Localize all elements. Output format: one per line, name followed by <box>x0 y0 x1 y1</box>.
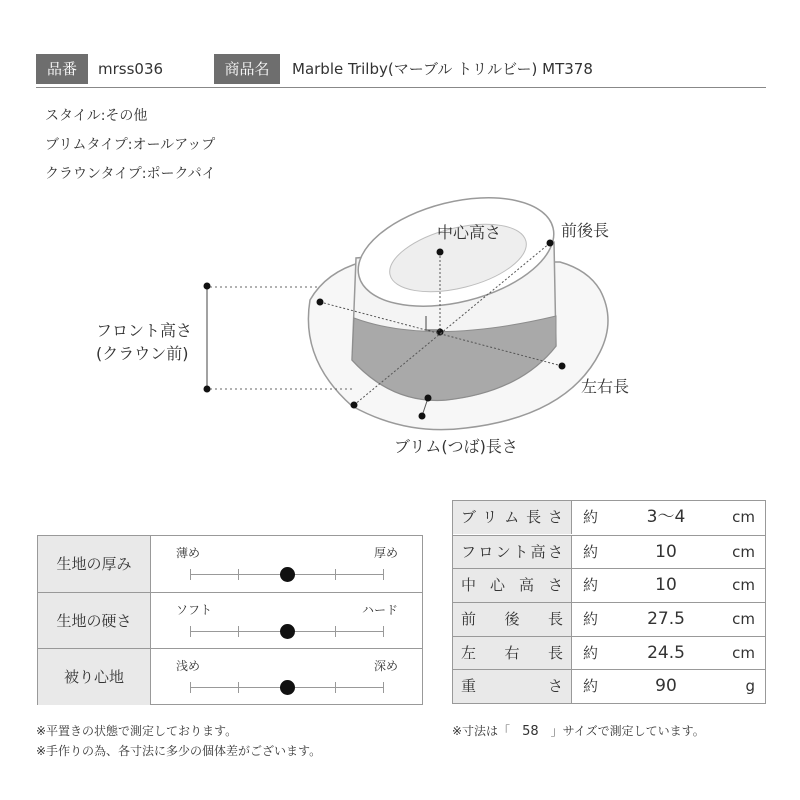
front-height-bottom-dot <box>204 386 211 393</box>
left-right-left-dot <box>351 402 358 409</box>
size-value: 10 <box>655 542 677 562</box>
size-name: ブリム長さ <box>453 501 572 534</box>
size-name: 重さ <box>453 670 572 703</box>
size-value: 10 <box>655 575 677 595</box>
size-row-left-right <box>453 636 765 670</box>
scale-left-label: 浅め <box>176 659 201 673</box>
note-flat-measurement: ※平置きの状態で測定しております。 <box>36 724 238 738</box>
attribute-brim-type: ブリムタイプ:オールアップ <box>45 137 216 153</box>
scale-tick <box>335 626 336 637</box>
scale-left-label: ソフト <box>176 603 213 617</box>
scale-tick <box>383 682 384 693</box>
scale-label: 生地の厚み <box>38 536 151 592</box>
scale-tick <box>190 682 191 693</box>
scale-marker <box>280 567 295 582</box>
size-approx: 約 <box>583 576 599 594</box>
front-height-top-dot <box>204 283 211 290</box>
scale-tick <box>238 626 239 637</box>
size-unit: cm <box>732 644 755 662</box>
size-approx: 約 <box>583 610 599 628</box>
scale-tick <box>190 626 191 637</box>
hinban-label: 品番 <box>36 54 88 84</box>
size-row-front-back <box>453 602 765 636</box>
measured-size-value: 58 <box>522 724 539 739</box>
scale-label: 生地の硬さ <box>38 593 151 649</box>
scale-right-label: 深め <box>373 659 398 673</box>
size-unit: cm <box>732 543 755 561</box>
size-name: フロント高さ <box>453 536 572 569</box>
front-height-sublabel: (クラウン前) <box>96 344 189 363</box>
scale-marker <box>280 680 295 695</box>
size-row-front-height <box>453 535 765 569</box>
scale-tick <box>335 569 336 580</box>
size-name: 中心高さ <box>453 569 572 602</box>
scale-tick <box>383 626 384 637</box>
scale-tick <box>190 569 191 580</box>
note-measured-size: ※寸法は「 58 」サイズで測定しています。 <box>452 724 705 739</box>
scale-row-fit-depth <box>38 648 422 705</box>
size-unit: g <box>745 677 755 695</box>
size-row-brim <box>453 501 765 534</box>
scale-row-thickness <box>38 536 422 592</box>
size-approx: 約 <box>583 508 599 526</box>
scale-left-label: 薄め <box>176 546 201 560</box>
size-unit: cm <box>732 508 755 526</box>
size-unit: cm <box>732 610 755 628</box>
scale-row-hardness <box>38 592 422 649</box>
size-value: 27.5 <box>647 609 685 629</box>
size-approx: 約 <box>583 677 599 695</box>
front-back-front-dot <box>317 299 324 306</box>
scale-right-label: 厚め <box>373 546 398 560</box>
scale-tick <box>238 569 239 580</box>
brim-length-top-dot <box>425 395 432 402</box>
note-handmade: ※手作りの為、各寸法に多少の個体差がございます。 <box>36 744 322 758</box>
product-name-value: Marble Trilby(マーブル トリルビー) MT378 <box>292 60 593 78</box>
front-height-label: フロント高さ <box>96 321 193 340</box>
size-approx: 約 <box>583 543 599 561</box>
left-right-right-dot <box>547 240 554 247</box>
attribute-style: スタイル:その他 <box>45 108 148 124</box>
size-row-center-height <box>453 568 765 602</box>
size-value: 24.5 <box>647 643 685 663</box>
left-right-label: 左右長 <box>581 377 630 396</box>
scale-tick <box>335 682 336 693</box>
size-row-weight <box>453 669 765 703</box>
scale-tick <box>383 569 384 580</box>
attribute-crown-type: クラウンタイプ:ポークパイ <box>45 166 216 182</box>
size-value: 90 <box>655 676 677 696</box>
hinban-value: mrss036 <box>98 60 164 78</box>
size-name: 前後長 <box>453 603 572 636</box>
scale-right-label: ハード <box>361 603 398 617</box>
size-unit: cm <box>732 576 755 594</box>
size-value: 3〜4 <box>646 507 686 527</box>
center-height-label: 中心高さ <box>437 223 502 242</box>
scale-label: 被り心地 <box>38 649 151 705</box>
fabric-scale-table <box>37 535 423 705</box>
front-back-back-dot <box>559 363 566 370</box>
product-name-label: 商品名 <box>214 54 280 84</box>
scale-tick <box>238 682 239 693</box>
size-approx: 約 <box>583 644 599 662</box>
brim-length-label: ブリム(つば)長さ <box>394 437 518 456</box>
center-height-top-dot <box>437 249 444 256</box>
brim-length-bottom-dot <box>419 413 426 420</box>
scale-marker <box>280 624 295 639</box>
front-back-label: 前後長 <box>561 221 610 240</box>
size-name: 左右長 <box>453 637 572 670</box>
size-table <box>452 500 766 704</box>
